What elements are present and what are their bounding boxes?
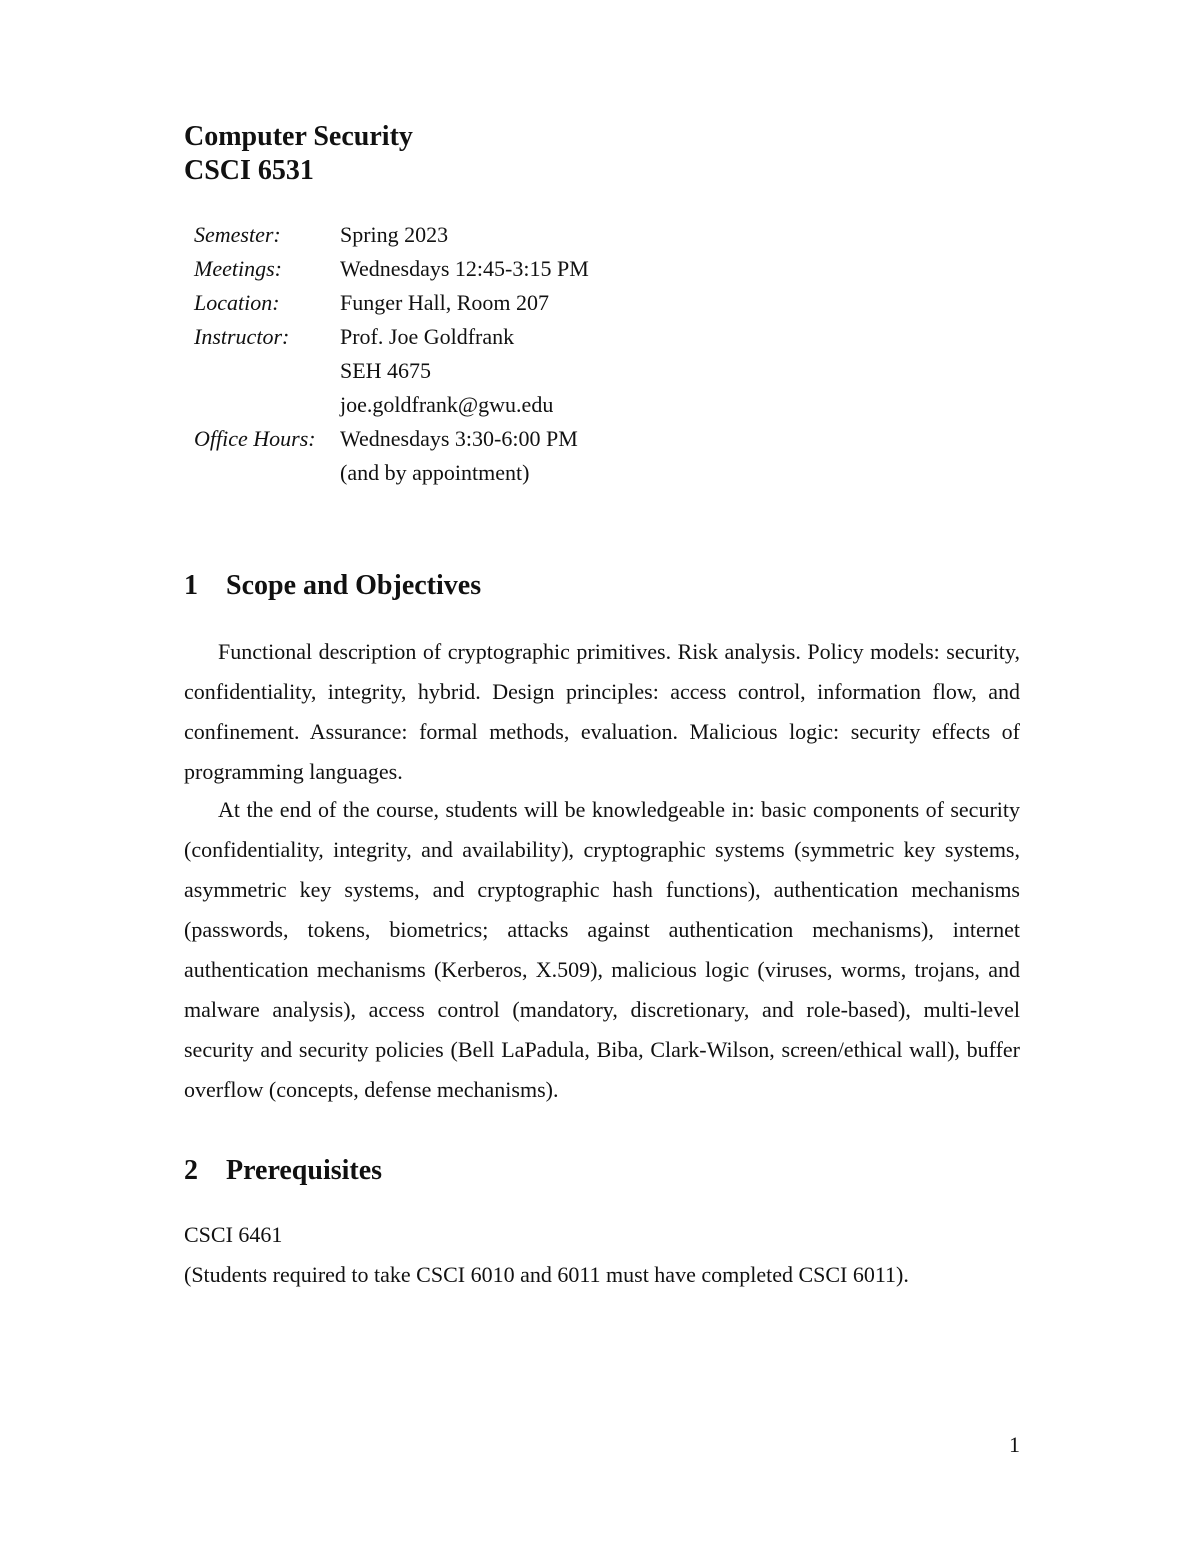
prerequisites-text — [184, 1215, 909, 1295]
info-label: Meetings: — [194, 256, 282, 281]
info-value: SEH 4675 — [340, 358, 432, 383]
section-heading-scope — [184, 569, 481, 603]
section-number: 1 — [184, 570, 198, 601]
info-value: Funger Hall, Room 207 — [340, 290, 549, 315]
instructor-email: joe.goldfrank@gwu.edu — [340, 392, 554, 417]
info-row-location — [194, 286, 589, 320]
info-row-appointment — [194, 456, 589, 490]
course-title-block — [184, 120, 413, 188]
info-label — [194, 354, 340, 388]
prerequisite-course: CSCI 6461 — [184, 1222, 283, 1247]
course-code: CSCI 6531 — [184, 155, 314, 186]
info-row-email — [194, 388, 589, 422]
info-label: Semester: — [194, 222, 281, 247]
page-number: 1 — [1009, 1432, 1020, 1457]
info-label — [194, 388, 340, 422]
course-title: Computer Security — [184, 121, 413, 152]
info-label: Instructor: — [194, 324, 290, 349]
info-label — [194, 456, 340, 490]
prerequisite-note: (Students required to take CSCI 6010 and 6011 must have completed CSCI 6011). — [184, 1262, 909, 1287]
info-label: Location: — [194, 290, 280, 315]
section-title: Scope and Objectives — [226, 570, 482, 601]
section-number: 2 — [184, 1155, 198, 1186]
scope-paragraph-2 — [184, 790, 1020, 1110]
info-value: Prof. Joe Goldfrank — [340, 324, 515, 349]
info-row-instructor — [194, 320, 589, 354]
info-value: Spring 2023 — [340, 222, 449, 247]
info-value: Wednesdays 12:45-3:15 PM — [340, 256, 589, 281]
paragraph-text: At the end of the course, students will be knowledgeable in: basic components of security (confidentiality, integrity, and availability), cryptographic systems (symmetric key systems, asymmetric key systems, and cryptographic hash functions), authentication mechanisms (passwords, tokens, biometrics; attacks against authentication mechanisms), internet authentication mechanisms (Kerberos, X.509), malicious logic (viruses, worms, trojans, and malware analysis), access control (mandatory, discretionary, and role-based), multi-level security and security policies (Bell LaPadula, Biba, Clark-Wilson, screen/ethical wall), buffer overflow (concepts, defense mechanisms). — [184, 797, 1020, 1102]
info-row-meetings — [194, 252, 589, 286]
info-row-office-hours — [194, 422, 589, 456]
info-value: (and by appointment) — [340, 460, 530, 485]
section-title: Prerequisites — [226, 1155, 383, 1186]
paragraph-text: Functional description of cryptographic primitives. Risk analysis. Policy models: security, confidentiality, integrity, hybrid. Design principles: access control, information flow, and confinement. Assurance: formal methods, evaluation. Malicious logic: security effects of programming languages. — [184, 639, 1020, 784]
info-row-office — [194, 354, 589, 388]
info-label: Office Hours: — [194, 426, 316, 451]
section-heading-prerequisites — [184, 1154, 382, 1188]
scope-paragraph-1 — [184, 632, 1020, 792]
course-info-table — [194, 218, 589, 490]
info-value: Wednesdays 3:30-6:00 PM — [340, 426, 578, 451]
info-row-semester — [194, 218, 589, 252]
